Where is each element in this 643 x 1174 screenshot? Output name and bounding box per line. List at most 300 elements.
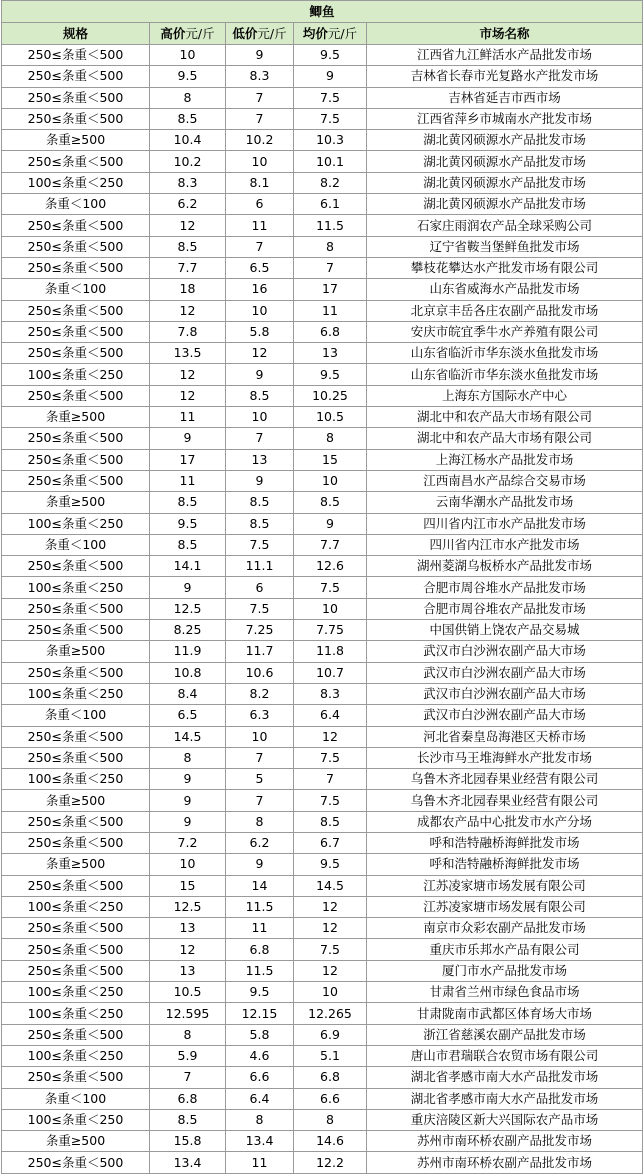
- cell-spec: 100≤条重＜250: [2, 1003, 150, 1024]
- cell-high: 13.5: [150, 343, 226, 364]
- cell-avg: 7.5: [294, 790, 367, 811]
- cell-market: 武汉市白沙洲农副产品大市场: [367, 641, 643, 662]
- cell-low: 9: [226, 854, 294, 875]
- cell-avg: 9: [294, 66, 367, 87]
- cell-spec: 100≤条重＜250: [2, 172, 150, 193]
- cell-spec: 条重≥500: [2, 1131, 150, 1152]
- cell-low: 4.6: [226, 1045, 294, 1066]
- cell-low: 11.7: [226, 641, 294, 662]
- cell-spec: 100≤条重＜250: [2, 769, 150, 790]
- cell-high: 12.5: [150, 598, 226, 619]
- cell-high: 8.4: [150, 683, 226, 704]
- cell-avg: 8: [294, 428, 367, 449]
- cell-spec: 250≤条重＜500: [2, 151, 150, 172]
- cell-market: 上海江杨水产品批发市场: [367, 449, 643, 470]
- cell-market: 吉林省延吉市西市场: [367, 87, 643, 108]
- cell-low: 6.8: [226, 939, 294, 960]
- cell-avg: 10: [294, 470, 367, 491]
- table-row: [2, 982, 643, 1003]
- cell-high: 11: [150, 470, 226, 491]
- cell-spec: 100≤条重＜250: [2, 364, 150, 385]
- cell-avg: 9.5: [294, 364, 367, 385]
- cell-high: 6.8: [150, 1088, 226, 1109]
- header-avg: [294, 23, 367, 45]
- cell-market: 攀枝花攀达水产批发市场有限公司: [367, 257, 643, 278]
- cell-market: 南京市众彩农副产品批发市场: [367, 918, 643, 939]
- cell-avg: 8: [294, 236, 367, 257]
- cell-avg: 7.5: [294, 87, 367, 108]
- cell-avg: 14.6: [294, 1131, 367, 1152]
- cell-avg: 7.7: [294, 534, 367, 555]
- cell-high: 8.5: [150, 492, 226, 513]
- cell-spec: 250≤条重＜500: [2, 556, 150, 577]
- cell-high: 8: [150, 747, 226, 768]
- cell-market: 山东省临沂市华东淡水鱼批发市场: [367, 343, 643, 364]
- cell-high: 15: [150, 875, 226, 896]
- cell-high: 8.5: [150, 1109, 226, 1130]
- cell-spec: 250≤条重＜500: [2, 598, 150, 619]
- cell-low: 8.1: [226, 172, 294, 193]
- cell-spec: 100≤条重＜250: [2, 513, 150, 534]
- cell-avg: 8.3: [294, 683, 367, 704]
- cell-low: 13.4: [226, 1131, 294, 1152]
- cell-market: 苏州市南环桥农副产品批发市场: [367, 1152, 643, 1173]
- cell-market: 江苏凌家塘市场发展有限公司: [367, 896, 643, 917]
- cell-avg: 7.5: [294, 939, 367, 960]
- cell-market: 辽宁省鞍当堡鲜鱼批发市场: [367, 236, 643, 257]
- cell-spec: 250≤条重＜500: [2, 449, 150, 470]
- cell-spec: 250≤条重＜500: [2, 87, 150, 108]
- cell-market: 湖北黄冈硕源水产品批发市场: [367, 172, 643, 193]
- table-row: [2, 598, 643, 619]
- cell-low: 11.5: [226, 896, 294, 917]
- cell-low: 6: [226, 577, 294, 598]
- cell-high: 7.7: [150, 257, 226, 278]
- cell-spec: 250≤条重＜500: [2, 385, 150, 406]
- cell-avg: 14.5: [294, 875, 367, 896]
- table-row: [2, 769, 643, 790]
- cell-market: 湖州菱湖乌板桥水产品批发市场: [367, 556, 643, 577]
- cell-market: 四川省内江市水产批发市场: [367, 534, 643, 555]
- cell-spec: 条重≥500: [2, 130, 150, 151]
- cell-avg: 10.1: [294, 151, 367, 172]
- cell-low: 11: [226, 1152, 294, 1173]
- cell-high: 12: [150, 385, 226, 406]
- cell-spec: 250≤条重＜500: [2, 832, 150, 853]
- table-row: [2, 151, 643, 172]
- cell-high: 7: [150, 1067, 226, 1088]
- cell-spec: 100≤条重＜250: [2, 1045, 150, 1066]
- cell-high: 10.4: [150, 130, 226, 151]
- cell-market: 甘肃省兰州市绿色食品市场: [367, 982, 643, 1003]
- cell-low: 14: [226, 875, 294, 896]
- table-row: [2, 1045, 643, 1066]
- cell-high: 9: [150, 790, 226, 811]
- table-row: [2, 108, 643, 129]
- cell-low: 10.6: [226, 662, 294, 683]
- cell-market: 合肥市周谷堆农产品批发市场: [367, 598, 643, 619]
- cell-avg: 6.8: [294, 1067, 367, 1088]
- table-row: [2, 1109, 643, 1130]
- table-row: [2, 87, 643, 108]
- cell-market: 江西省九江鲜活水产品批发市场: [367, 45, 643, 66]
- cell-high: 8: [150, 1024, 226, 1045]
- table-row: [2, 66, 643, 87]
- cell-spec: 250≤条重＜500: [2, 811, 150, 832]
- cell-avg: 17: [294, 279, 367, 300]
- cell-market: 乌鲁木齐北园春果业经营有限公司: [367, 790, 643, 811]
- cell-low: 9: [226, 364, 294, 385]
- cell-low: 7: [226, 747, 294, 768]
- cell-spec: 250≤条重＜500: [2, 215, 150, 236]
- table-row: [2, 194, 643, 215]
- cell-low: 13: [226, 449, 294, 470]
- table-row: [2, 449, 643, 470]
- cell-market: 呼和浩特融桥海鲜批发市场: [367, 854, 643, 875]
- table-row: [2, 726, 643, 747]
- cell-low: 7: [226, 87, 294, 108]
- header-high: [150, 23, 226, 45]
- cell-high: 10.5: [150, 982, 226, 1003]
- cell-low: 7.25: [226, 620, 294, 641]
- table-row: [2, 1131, 643, 1152]
- cell-avg: 9: [294, 513, 367, 534]
- cell-high: 8.3: [150, 172, 226, 193]
- cell-low: 10: [226, 300, 294, 321]
- cell-avg: 15: [294, 449, 367, 470]
- cell-spec: 250≤条重＜500: [2, 620, 150, 641]
- cell-market: 安庆市皖宜季牛水产养殖有限公司: [367, 321, 643, 342]
- header-high-label: 高价: [160, 25, 186, 41]
- cell-market: 山东省临沂市华东淡水鱼批发市场: [367, 364, 643, 385]
- cell-avg: 12: [294, 896, 367, 917]
- cell-avg: 12: [294, 918, 367, 939]
- table-row: [2, 1088, 643, 1109]
- cell-market: 中国供销上饶农产品交易城: [367, 620, 643, 641]
- cell-market: 武汉市白沙洲农副产品大市场: [367, 662, 643, 683]
- cell-low: 16: [226, 279, 294, 300]
- cell-high: 17: [150, 449, 226, 470]
- cell-low: 5: [226, 769, 294, 790]
- table-row: [2, 215, 643, 236]
- cell-low: 6.3: [226, 705, 294, 726]
- cell-market: 石家庄雨润农产品全球采购公司: [367, 215, 643, 236]
- cell-spec: 条重≥500: [2, 641, 150, 662]
- header-market: 市场名称: [367, 23, 643, 45]
- cell-avg: 11.5: [294, 215, 367, 236]
- cell-spec: 条重≥500: [2, 854, 150, 875]
- cell-avg: 10.7: [294, 662, 367, 683]
- cell-market: 唐山市君瑞联合农贸市场有限公司: [367, 1045, 643, 1066]
- cell-high: 8.5: [150, 108, 226, 129]
- cell-high: 11: [150, 407, 226, 428]
- cell-high: 8.25: [150, 620, 226, 641]
- cell-low: 6: [226, 194, 294, 215]
- cell-avg: 10.25: [294, 385, 367, 406]
- cell-avg: 6.9: [294, 1024, 367, 1045]
- header-spec: 规格: [2, 23, 150, 45]
- cell-spec: 250≤条重＜500: [2, 747, 150, 768]
- header-low-label: 低价: [232, 25, 258, 41]
- cell-spec: 条重≥500: [2, 790, 150, 811]
- table-row: [2, 130, 643, 151]
- table-row: [2, 705, 643, 726]
- cell-low: 6.2: [226, 832, 294, 853]
- cell-high: 12: [150, 939, 226, 960]
- cell-avg: 10: [294, 598, 367, 619]
- cell-low: 10: [226, 151, 294, 172]
- cell-high: 12: [150, 364, 226, 385]
- cell-high: 14.5: [150, 726, 226, 747]
- cell-avg: 6.6: [294, 1088, 367, 1109]
- table-row: [2, 364, 643, 385]
- table-row: [2, 939, 643, 960]
- cell-avg: 12.2: [294, 1152, 367, 1173]
- cell-avg: 7.5: [294, 747, 367, 768]
- cell-high: 8.5: [150, 534, 226, 555]
- cell-spec: 条重＜100: [2, 279, 150, 300]
- table-row: [2, 577, 643, 598]
- cell-low: 6.6: [226, 1067, 294, 1088]
- cell-high: 10.2: [150, 151, 226, 172]
- cell-low: 8.5: [226, 492, 294, 513]
- cell-avg: 6.7: [294, 832, 367, 853]
- price-table: [1, 0, 643, 1174]
- table-row: [2, 556, 643, 577]
- cell-market: 江苏凌家塘市场发展有限公司: [367, 875, 643, 896]
- cell-spec: 250≤条重＜500: [2, 257, 150, 278]
- cell-high: 9: [150, 769, 226, 790]
- cell-low: 7: [226, 428, 294, 449]
- cell-spec: 100≤条重＜250: [2, 1109, 150, 1130]
- cell-market: 湖北中和农产品大市场有限公司: [367, 428, 643, 449]
- cell-low: 11.5: [226, 960, 294, 981]
- cell-low: 8.5: [226, 513, 294, 534]
- cell-spec: 条重＜100: [2, 534, 150, 555]
- cell-market: 北京京丰岳各庄农副产品批发市场: [367, 300, 643, 321]
- cell-spec: 250≤条重＜500: [2, 875, 150, 896]
- cell-avg: 8.2: [294, 172, 367, 193]
- cell-spec: 250≤条重＜500: [2, 918, 150, 939]
- cell-avg: 11: [294, 300, 367, 321]
- table-row: [2, 513, 643, 534]
- table-row: [2, 1152, 643, 1173]
- cell-spec: 250≤条重＜500: [2, 321, 150, 342]
- cell-low: 10: [226, 407, 294, 428]
- table-row: [2, 385, 643, 406]
- cell-spec: 250≤条重＜500: [2, 960, 150, 981]
- table-row: [2, 662, 643, 683]
- cell-high: 8: [150, 87, 226, 108]
- cell-spec: 250≤条重＜500: [2, 662, 150, 683]
- cell-high: 7.8: [150, 321, 226, 342]
- cell-spec: 250≤条重＜500: [2, 45, 150, 66]
- table-row: [2, 470, 643, 491]
- cell-market: 厦门市水产品批发市场: [367, 960, 643, 981]
- cell-market: 重庆市乐邦水产品有限公司: [367, 939, 643, 960]
- cell-high: 9.5: [150, 513, 226, 534]
- cell-market: 江西南昌水产品综合交易市场: [367, 470, 643, 491]
- cell-spec: 250≤条重＜500: [2, 300, 150, 321]
- cell-low: 6.5: [226, 257, 294, 278]
- table-row: [2, 343, 643, 364]
- cell-high: 7.2: [150, 832, 226, 853]
- cell-avg: 10.5: [294, 407, 367, 428]
- cell-spec: 条重＜100: [2, 1088, 150, 1109]
- cell-market: 湖北黄冈硕源水产品批发市场: [367, 130, 643, 151]
- cell-avg: 8.5: [294, 811, 367, 832]
- cell-low: 6.4: [226, 1088, 294, 1109]
- cell-spec: 250≤条重＜500: [2, 66, 150, 87]
- cell-high: 9: [150, 577, 226, 598]
- cell-low: 7: [226, 790, 294, 811]
- cell-avg: 7.5: [294, 108, 367, 129]
- cell-market: 吉林省长春市光复路水产批发市场: [367, 66, 643, 87]
- cell-spec: 250≤条重＜500: [2, 470, 150, 491]
- cell-avg: 12.6: [294, 556, 367, 577]
- table-row: [2, 257, 643, 278]
- table-row: [2, 641, 643, 662]
- cell-avg: 12.265: [294, 1003, 367, 1024]
- table-body: [2, 45, 643, 1174]
- table-row: [2, 428, 643, 449]
- table-row: [2, 172, 643, 193]
- cell-high: 9: [150, 428, 226, 449]
- cell-avg: 8.5: [294, 492, 367, 513]
- header-low: [226, 23, 294, 45]
- cell-avg: 12: [294, 960, 367, 981]
- cell-low: 8.2: [226, 683, 294, 704]
- cell-avg: 7.5: [294, 577, 367, 598]
- table-row: [2, 534, 643, 555]
- cell-low: 10.2: [226, 130, 294, 151]
- cell-market: 苏州市南环桥农副产品批发市场: [367, 1131, 643, 1152]
- cell-avg: 7: [294, 257, 367, 278]
- cell-market: 江西省萍乡市城南水产批发市场: [367, 108, 643, 129]
- cell-market: 甘肃陇南市武都区体育场大市场: [367, 1003, 643, 1024]
- cell-low: 8.5: [226, 385, 294, 406]
- cell-low: 9: [226, 45, 294, 66]
- cell-avg: 13: [294, 343, 367, 364]
- cell-high: 9: [150, 811, 226, 832]
- cell-avg: 6.1: [294, 194, 367, 215]
- table-row: [2, 832, 643, 853]
- cell-high: 12.5: [150, 896, 226, 917]
- table-header-row: [2, 23, 643, 45]
- table-row: [2, 747, 643, 768]
- cell-low: 10: [226, 726, 294, 747]
- cell-high: 14.1: [150, 556, 226, 577]
- cell-high: 13.4: [150, 1152, 226, 1173]
- table-row: [2, 790, 643, 811]
- table-row: [2, 1024, 643, 1045]
- cell-low: 8: [226, 811, 294, 832]
- cell-spec: 250≤条重＜500: [2, 1067, 150, 1088]
- header-avg-label: 均价: [302, 25, 328, 41]
- cell-low: 7: [226, 108, 294, 129]
- cell-avg: 11.8: [294, 641, 367, 662]
- cell-high: 6.5: [150, 705, 226, 726]
- cell-high: 12.595: [150, 1003, 226, 1024]
- cell-high: 15.8: [150, 1131, 226, 1152]
- cell-low: 8.3: [226, 66, 294, 87]
- cell-high: 9.5: [150, 66, 226, 87]
- cell-low: 5.8: [226, 321, 294, 342]
- cell-market: 呼和浩特融桥海鲜批发市场: [367, 832, 643, 853]
- cell-avg: 9.5: [294, 854, 367, 875]
- cell-low: 7.5: [226, 598, 294, 619]
- cell-market: 重庆涪陵区新大兴国际农产品市场: [367, 1109, 643, 1130]
- cell-market: 河北省秦皇岛海港区天桥市场: [367, 726, 643, 747]
- table-title-row: [2, 1, 643, 23]
- cell-market: 湖北省孝感市南大水产品批发市场: [367, 1088, 643, 1109]
- table-row: [2, 1067, 643, 1088]
- table-row: [2, 875, 643, 896]
- table-row: [2, 321, 643, 342]
- header-low-unit: 元/斤: [257, 25, 287, 41]
- cell-market: 成都农产品中心批发市水产分场: [367, 811, 643, 832]
- cell-high: 10.8: [150, 662, 226, 683]
- cell-low: 7.5: [226, 534, 294, 555]
- cell-high: 18: [150, 279, 226, 300]
- cell-spec: 250≤条重＜500: [2, 726, 150, 747]
- cell-low: 9: [226, 470, 294, 491]
- cell-high: 5.9: [150, 1045, 226, 1066]
- cell-spec: 条重≥500: [2, 407, 150, 428]
- cell-spec: 250≤条重＜500: [2, 236, 150, 257]
- cell-low: 12.15: [226, 1003, 294, 1024]
- cell-market: 湖北黄冈硕源水产品批发市场: [367, 194, 643, 215]
- table-row: [2, 407, 643, 428]
- table-row: [2, 1003, 643, 1024]
- cell-spec: 条重＜100: [2, 705, 150, 726]
- table-row: [2, 279, 643, 300]
- cell-spec: 条重＜100: [2, 194, 150, 215]
- cell-market: 云南华潮水产品批发市场: [367, 492, 643, 513]
- cell-market: 武汉市白沙洲农副产品大市场: [367, 705, 643, 726]
- cell-avg: 6.8: [294, 321, 367, 342]
- header-avg-unit: 元/斤: [327, 25, 358, 41]
- cell-market: 湖北中和农产品大市场有限公司: [367, 407, 643, 428]
- cell-high: 10: [150, 45, 226, 66]
- cell-market: 上海东方国际水产中心: [367, 385, 643, 406]
- cell-avg: 8: [294, 1109, 367, 1130]
- cell-low: 9.5: [226, 982, 294, 1003]
- cell-market: 湖北黄冈硕源水产品批发市场: [367, 151, 643, 172]
- cell-spec: 100≤条重＜250: [2, 982, 150, 1003]
- cell-avg: 7.75: [294, 620, 367, 641]
- cell-market: 武汉市白沙洲农副产品大市场: [367, 683, 643, 704]
- cell-low: 5.8: [226, 1024, 294, 1045]
- cell-market: 乌鲁木齐北园春果业经营有限公司: [367, 769, 643, 790]
- cell-avg: 10: [294, 982, 367, 1003]
- cell-high: 13: [150, 960, 226, 981]
- table-row: [2, 896, 643, 917]
- cell-high: 8.5: [150, 236, 226, 257]
- cell-spec: 100≤条重＜250: [2, 683, 150, 704]
- cell-spec: 100≤条重＜250: [2, 896, 150, 917]
- cell-low: 11: [226, 918, 294, 939]
- table-row: [2, 300, 643, 321]
- cell-spec: 条重≥500: [2, 492, 150, 513]
- table-row: [2, 918, 643, 939]
- cell-market: 合肥市周谷堆水产品批发市场: [367, 577, 643, 598]
- table-row: [2, 620, 643, 641]
- cell-high: 12: [150, 300, 226, 321]
- table-row: [2, 236, 643, 257]
- cell-spec: 250≤条重＜500: [2, 428, 150, 449]
- cell-high: 13: [150, 918, 226, 939]
